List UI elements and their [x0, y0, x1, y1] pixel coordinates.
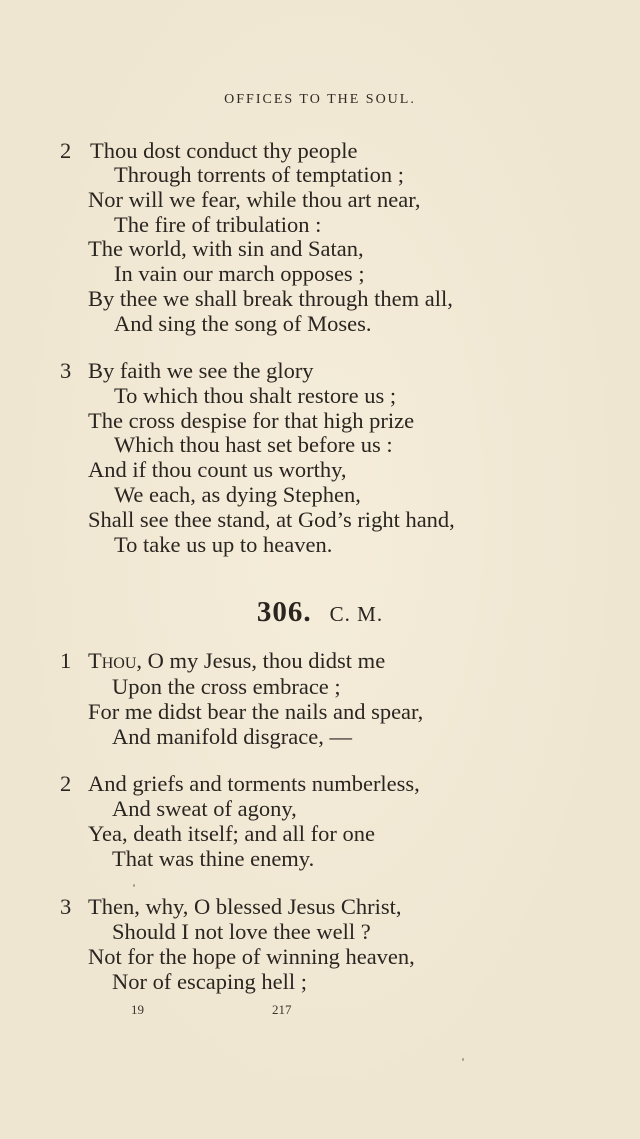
verse-line: The cross despise for that high prize [88, 408, 415, 433]
verse-line: And if thou count us worthy, [88, 457, 347, 482]
verse-line: Yea, death itself; and all for one [88, 821, 376, 846]
verse-line: By faith we see the glory [88, 358, 314, 383]
verse-line: That was thine enemy. [112, 846, 315, 871]
stanza-number: 2 [60, 771, 72, 796]
verse-line: To which thou shalt restore us ; [114, 383, 397, 408]
verse-line: We each, as dying Stephen, [114, 482, 361, 507]
verse-line: To take us up to heaven. [114, 532, 333, 557]
verse-line: Should I not love thee well ? [112, 919, 371, 944]
verse-line: And manifold disgrace, — [112, 724, 352, 749]
ink-speck [133, 884, 135, 887]
hymn-meter: C. M. [329, 602, 384, 626]
verse-line: Not for the hope of winning heaven, [88, 944, 415, 969]
running-head: OFFICES TO THE SOUL. [224, 92, 416, 107]
verse-line: Nor of escaping hell ; [112, 969, 307, 994]
verse-line: Then, why, O blessed Jesus Christ, [88, 894, 402, 919]
ink-speck [462, 1058, 464, 1061]
verse-line: In vain our march opposes ; [114, 261, 365, 286]
stanza-number: 1 [60, 648, 72, 673]
first-word: Thou [88, 648, 137, 673]
first-line-rest: , O my Jesus, thou didst me [136, 648, 386, 673]
verse-line: And sing the song of Moses. [114, 311, 372, 336]
verse-line: By thee we shall break through them all, [88, 286, 453, 311]
verse-line: Nor will we fear, while thou art near, [88, 187, 421, 212]
stanza-number: 3 [60, 894, 72, 919]
signature-mark: 19 [131, 1002, 144, 1017]
verse-line: Through torrents of temptation ; [114, 162, 404, 187]
stanza-number: 3 [60, 358, 72, 383]
verse-line: Upon the cross embrace ; [112, 674, 341, 699]
stanza-number: 2 [60, 138, 72, 163]
verse-line: The world, with sin and Satan, [88, 236, 364, 261]
verse-line: And sweat of agony, [112, 796, 297, 821]
verse-line: Which thou hast set before us : [114, 432, 393, 457]
hymn-number: 306. [256, 596, 312, 628]
page-number: 217 [272, 1002, 292, 1017]
verse-line: The fire of tribulation : [114, 212, 322, 237]
verse-line: And griefs and torments numberless, [88, 771, 420, 796]
hymn-heading [0, 596, 640, 629]
verse-line: Shall see thee stand, at God’s right hand, [88, 507, 455, 532]
verse-line-first [88, 650, 385, 673]
verse-line: Thou dost conduct thy people [90, 138, 358, 163]
verse-line: For me didst bear the nails and spear, [88, 699, 424, 724]
